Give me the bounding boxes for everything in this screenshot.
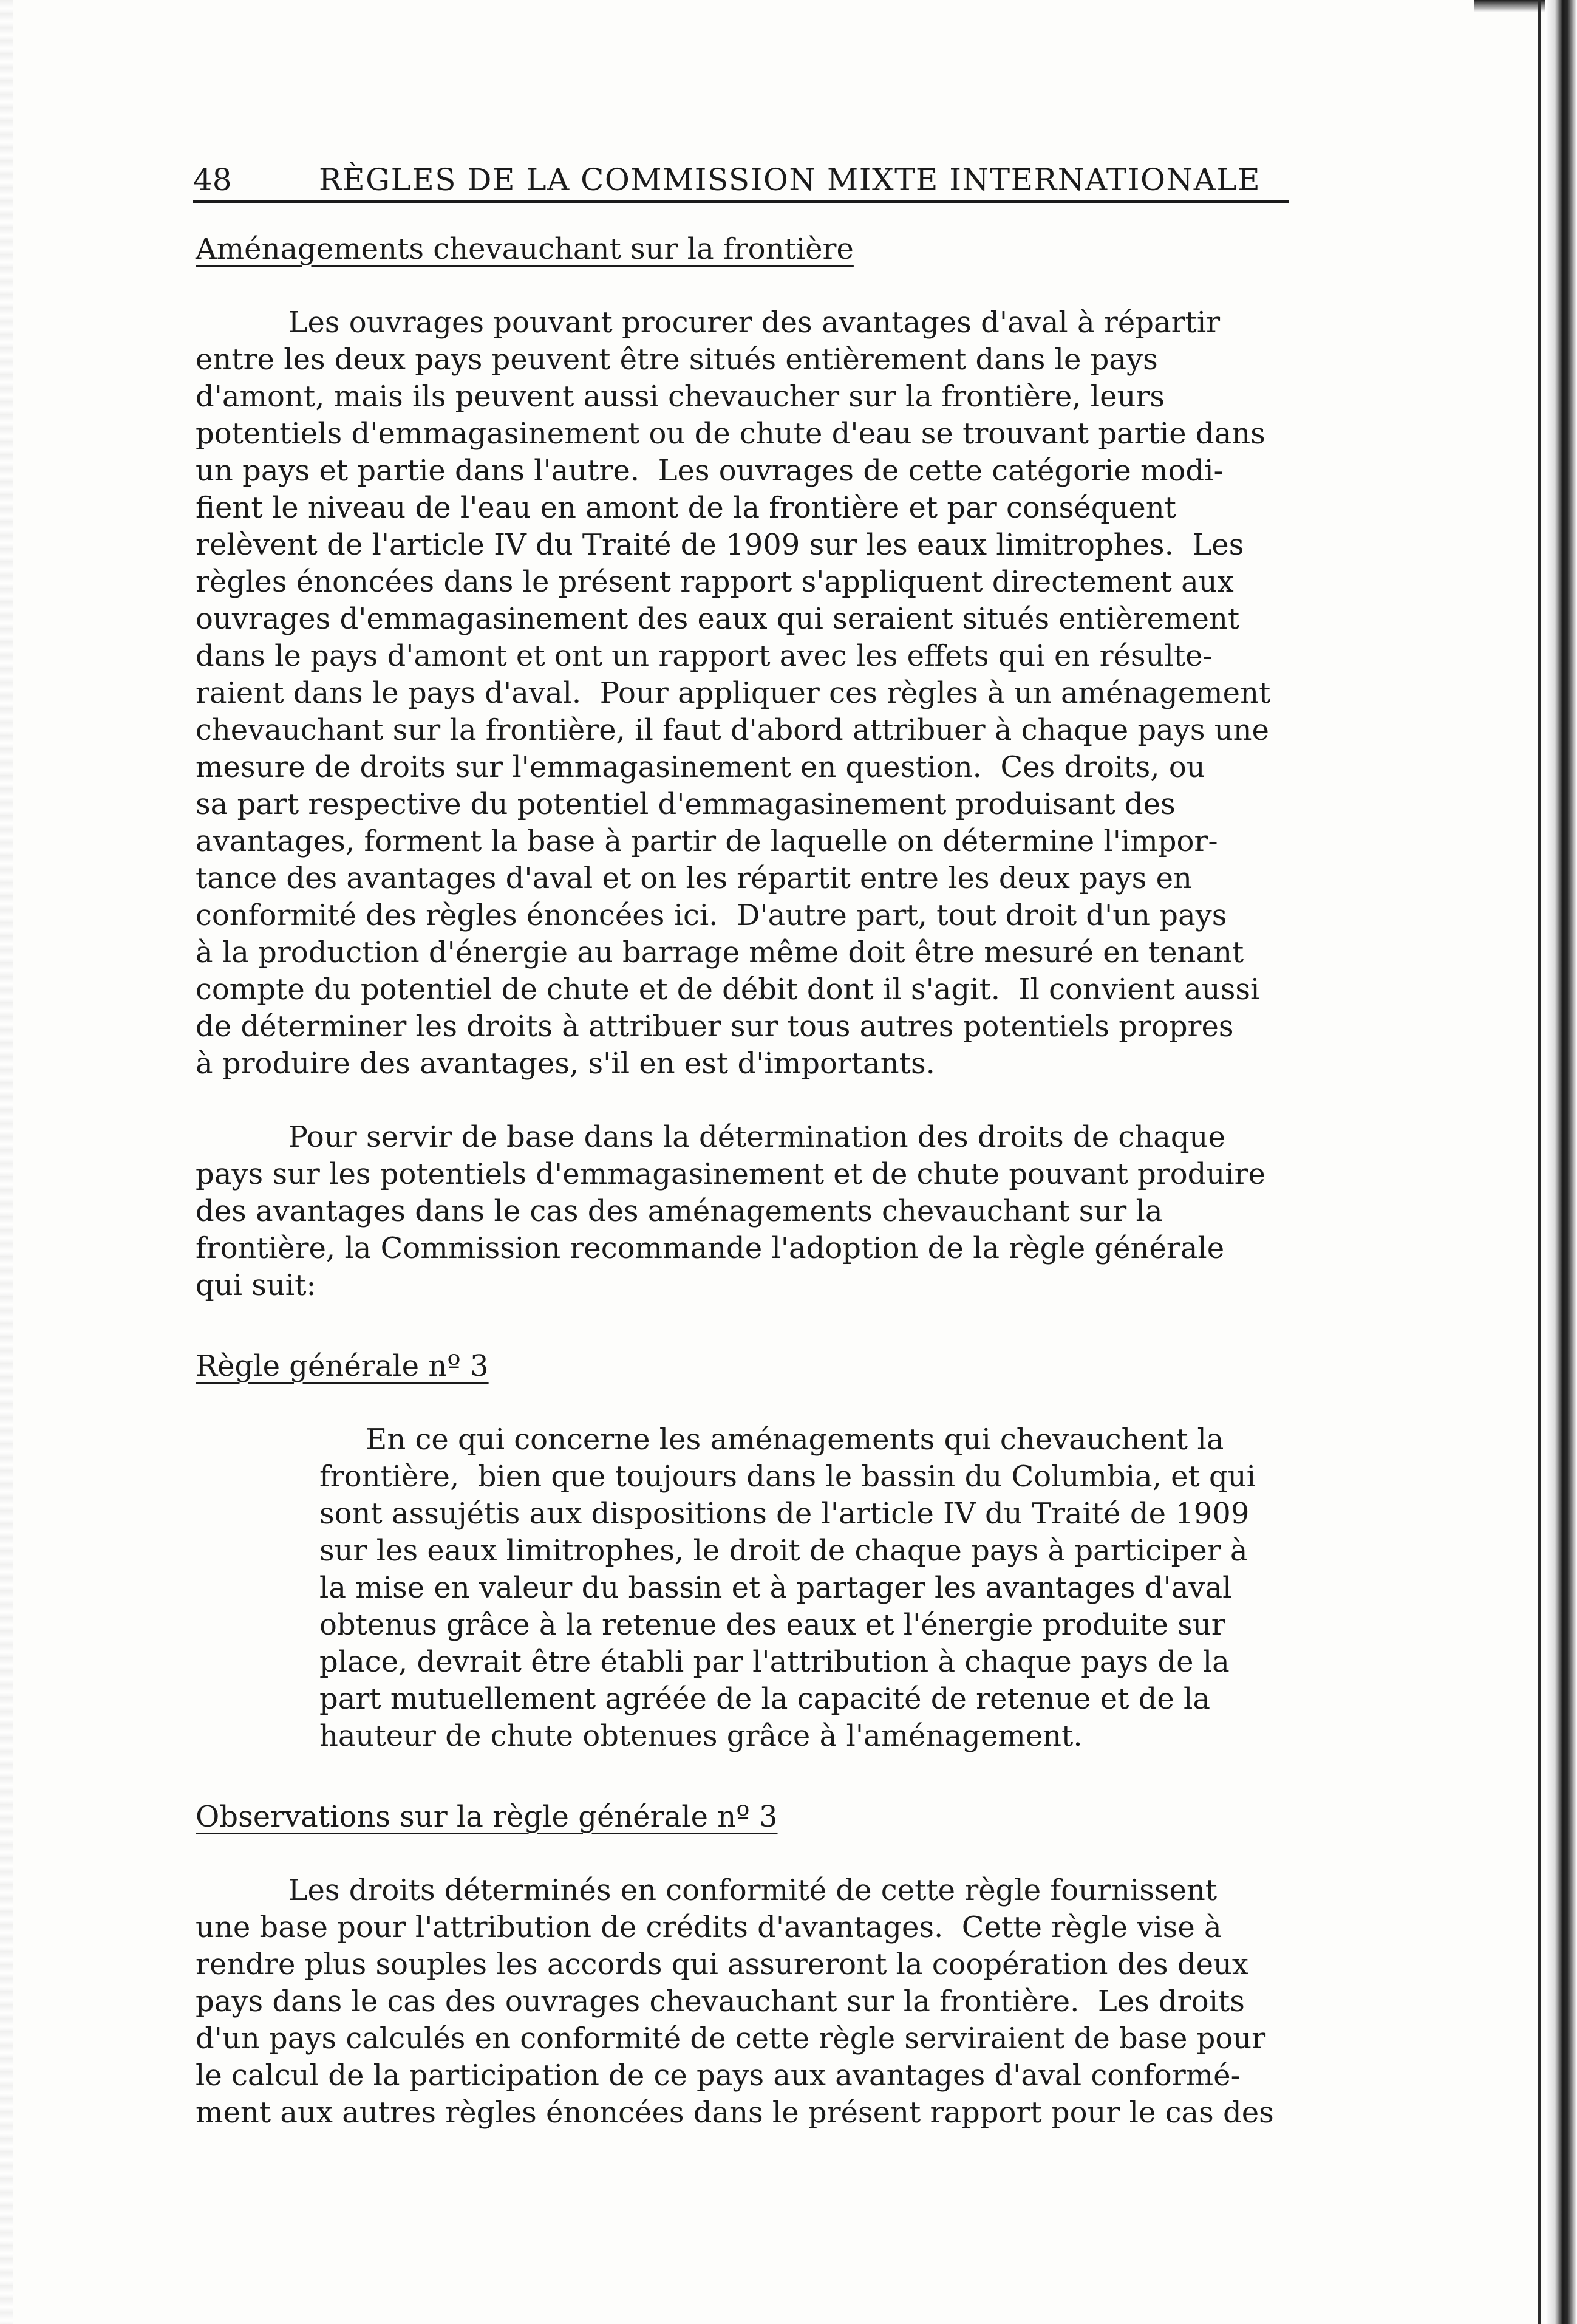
text-line: Les ouvrages pouvant procurer des avantages d'aval à répartir xyxy=(196,306,1221,340)
text-line: En ce qui concerne les aménagements qui chevauchent la xyxy=(319,1423,1224,1457)
text-line: frontière, la Commission recommande l'adoption de la règle générale xyxy=(196,1231,1225,1265)
text-line: tance des avantages d'aval et on les répartit entre les deux pays en xyxy=(196,861,1192,895)
section-heading: Règle générale nº 3 xyxy=(196,1349,489,1383)
binding-edge xyxy=(1545,0,1577,2324)
section-heading: Aménagements chevauchant sur la frontière xyxy=(196,232,854,266)
text-line: chevauchant sur la frontière, il faut d'abord attribuer à chaque pays une xyxy=(196,713,1269,747)
section-frontier-projects xyxy=(196,231,1404,1304)
text-line: à produire des avantages, s'il en est d'importants. xyxy=(196,1047,935,1081)
text-line: ouvrages d'emmagasinement des eaux qui seraient situés entièrement xyxy=(196,602,1240,636)
text-line: pays dans le cas des ouvrages chevauchant sur la frontière. Les droits xyxy=(196,1984,1245,2018)
text-line: règles énoncées dans le présent rapport s'appliquent directement aux xyxy=(196,565,1234,599)
text-line: des avantages dans le cas des aménagements chevauchant sur la xyxy=(196,1194,1163,1228)
text-line: sont assujétis aux dispositions de l'article IV du Traité de 1909 xyxy=(319,1497,1250,1531)
page-header xyxy=(193,159,1289,203)
text-line: raient dans le pays d'aval. Pour appliquer ces règles à un aménagement xyxy=(196,676,1271,710)
text-line: sa part respective du potentiel d'emmagasinement produisant des xyxy=(196,787,1176,821)
binding-rule xyxy=(1538,0,1541,2324)
page-content xyxy=(196,231,1404,2131)
text-line: conformité des règles énoncées ici. D'autre part, tout droit d'un pays xyxy=(196,898,1227,932)
text-line: part mutuellement agréée de la capacité de retenue et de la xyxy=(319,1682,1211,1716)
text-line: rendre plus souples les accords qui assureront la coopération des deux xyxy=(196,1947,1248,1981)
text-line: le calcul de la participation de ce pays aux avantages d'aval conformé- xyxy=(196,2059,1241,2093)
text-line: obtenus grâce à la retenue des eaux et l'énergie produite sur xyxy=(319,1608,1225,1642)
text-line: potentiels d'emmagasinement ou de chute d'eau se trouvant partie dans xyxy=(196,417,1265,451)
paragraph xyxy=(196,1872,1404,2131)
text-line: dans le pays d'amont et ont un rapport avec les effets qui en résulte- xyxy=(196,639,1213,673)
text-line: sur les eaux limitrophes, le droit de chaque pays à participer à xyxy=(319,1534,1248,1568)
text-line: Les droits déterminés en conformité de cette règle fournissent xyxy=(196,1873,1218,1907)
text-line: une base pour l'attribution de crédits d'avantages. Cette règle vise à xyxy=(196,1910,1222,1944)
text-line: relèvent de l'article IV du Traité de 1909 sur les eaux limitrophes. Les xyxy=(196,528,1244,562)
text-line: qui suit: xyxy=(196,1268,316,1302)
text-line: hauteur de chute obtenues grâce à l'aménagement. xyxy=(319,1719,1083,1753)
text-line: d'amont, mais ils peuvent aussi chevaucher sur la frontière, leurs xyxy=(196,380,1165,414)
paragraph xyxy=(196,304,1404,1082)
section-observations-rule-3 xyxy=(196,1799,1404,2131)
text-line: d'un pays calculés en conformité de cette règle serviraient de base pour xyxy=(196,2022,1266,2056)
text-line: avantages, forment la base à partir de laquelle on détermine l'impor- xyxy=(196,824,1218,858)
rule-text xyxy=(319,1421,1404,1755)
text-line: la mise en valeur du bassin et à partager les avantages d'aval xyxy=(319,1571,1232,1605)
scan-left-edge xyxy=(0,0,13,2324)
page-number: 48 xyxy=(193,162,232,197)
section-general-rule-3 xyxy=(196,1348,1404,1755)
text-line: à la production d'énergie au barrage même doit être mesuré en tenant xyxy=(196,935,1244,969)
running-title: RÈGLES DE LA COMMISSION MIXTE INTERNATIONALE xyxy=(319,162,1261,197)
text-line: mesure de droits sur l'emmagasinement en question. Ces droits, ou xyxy=(196,750,1205,784)
text-line: un pays et partie dans l'autre. Les ouvrages de cette catégorie modi- xyxy=(196,454,1224,488)
text-line: frontière, bien que toujours dans le bassin du Columbia, et qui xyxy=(319,1460,1256,1494)
text-line: compte du potentiel de chute et de débit dont il s'agit. Il convient aussi xyxy=(196,972,1260,1006)
paragraph xyxy=(196,1119,1404,1304)
text-line: fient le niveau de l'eau en amont de la frontière et par conséquent xyxy=(196,491,1176,525)
section-heading: Observations sur la règle générale nº 3 xyxy=(196,1800,778,1834)
text-line: Pour servir de base dans la détermination des droits de chaque xyxy=(196,1120,1225,1154)
text-line: place, devrait être établi par l'attribution à chaque pays de la xyxy=(319,1645,1230,1679)
text-line: pays sur les potentiels d'emmagasinement et de chute pouvant produire xyxy=(196,1157,1265,1191)
text-line: de déterminer les droits à attribuer sur tous autres potentiels propres xyxy=(196,1010,1234,1044)
text-line: entre les deux pays peuvent être situés entièrement dans le pays xyxy=(196,343,1158,377)
text-line: ment aux autres règles énoncées dans le présent rapport pour le cas des xyxy=(196,2096,1274,2130)
